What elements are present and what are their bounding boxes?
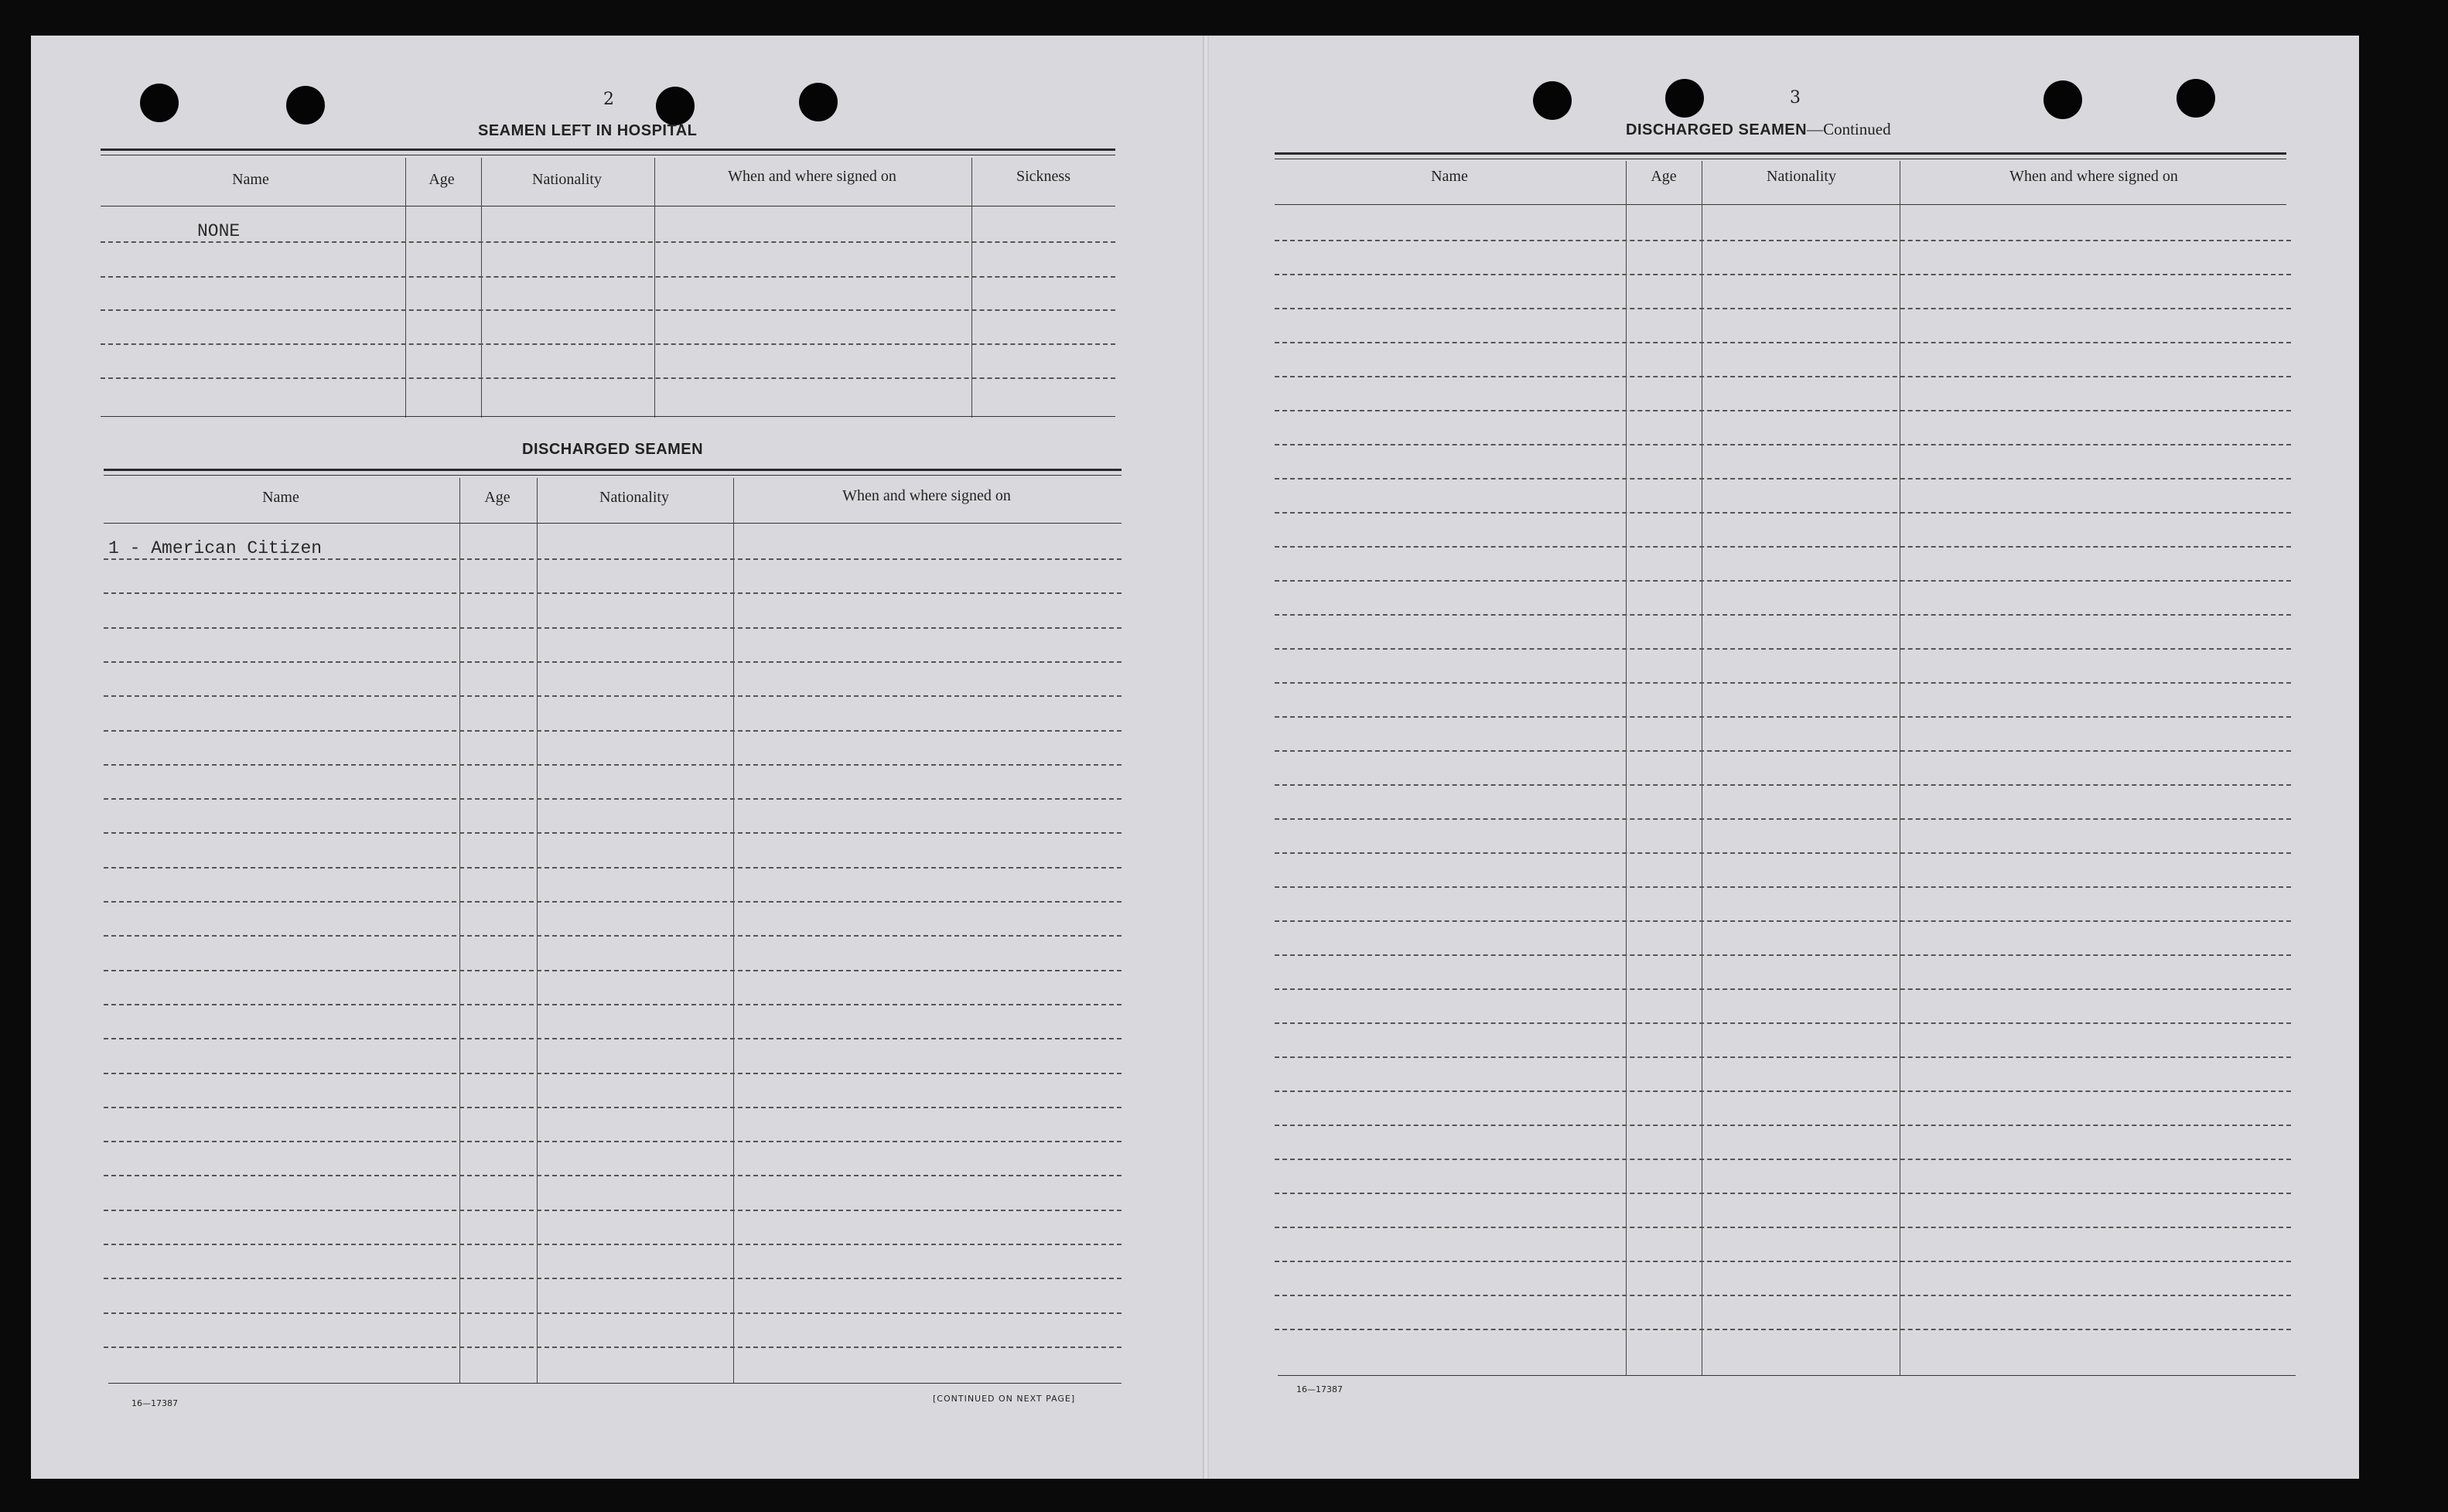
row-line xyxy=(101,377,1115,379)
column-header-nationality: Nationality xyxy=(599,489,669,506)
row-line xyxy=(1275,1329,2291,1330)
row-line xyxy=(1275,274,2291,275)
right-page xyxy=(1207,36,2359,1479)
table-top-rule xyxy=(101,148,1115,151)
row-line xyxy=(104,1244,1122,1245)
row-line xyxy=(1275,512,2291,514)
row-line xyxy=(1275,410,2291,411)
punch-hole xyxy=(2177,79,2215,118)
row-line xyxy=(1275,614,2291,616)
table-top-rule xyxy=(104,469,1122,471)
row-line xyxy=(1275,920,2291,922)
row-line xyxy=(104,1073,1122,1074)
row-line xyxy=(1275,682,2291,684)
row-line xyxy=(104,970,1122,971)
page-title-main: DISCHARGED SEAMEN xyxy=(1626,121,1808,138)
row-line xyxy=(1275,1295,2291,1296)
row-line xyxy=(1275,716,2291,718)
header-divider xyxy=(1275,204,2286,205)
column-header-signed-on: When and where signed on xyxy=(728,168,896,185)
punch-hole xyxy=(2043,80,2082,119)
row-line xyxy=(104,1175,1122,1176)
row-line xyxy=(1275,886,2291,888)
row-line xyxy=(101,343,1115,345)
row-line xyxy=(104,1141,1122,1142)
row-line xyxy=(1275,1227,2291,1228)
form-number: 16—17387 xyxy=(131,1398,178,1408)
row-line xyxy=(1275,1159,2291,1160)
row-line xyxy=(104,1038,1122,1039)
row-line xyxy=(1275,852,2291,854)
row-line xyxy=(1275,376,2291,377)
continued-note: [CONTINUED ON NEXT PAGE] xyxy=(933,1394,1076,1404)
punch-hole xyxy=(1533,81,1572,120)
column-header-nationality: Nationality xyxy=(1767,168,1836,185)
column-header-name: Name xyxy=(232,171,269,188)
column-header-signed-on: When and where signed on xyxy=(2009,168,2178,185)
column-header-sickness: Sickness xyxy=(1016,168,1070,185)
row-line xyxy=(1275,580,2291,582)
row-line xyxy=(104,1346,1122,1348)
row-line xyxy=(1275,784,2291,786)
table-top-rule xyxy=(1275,152,2286,155)
row-line xyxy=(101,276,1115,278)
row-line xyxy=(1275,308,2291,309)
row-line xyxy=(104,1278,1122,1279)
row-line xyxy=(104,764,1122,766)
page-number: 3 xyxy=(1790,88,1801,108)
header-divider xyxy=(104,523,1122,524)
table-bottom-rule xyxy=(108,1383,1122,1384)
discharged-entry: 1 - American Citizen xyxy=(108,538,323,558)
column-header-name: Name xyxy=(262,489,299,506)
column-header-signed-on: When and where signed on xyxy=(842,487,1011,504)
row-line xyxy=(104,695,1122,697)
discharged-section-title: DISCHARGED SEAMEN xyxy=(522,441,704,458)
punch-hole xyxy=(799,83,838,121)
row-line xyxy=(1275,750,2291,752)
row-line xyxy=(1275,648,2291,650)
page-title xyxy=(1626,120,1891,139)
row-line xyxy=(104,1210,1122,1211)
row-line xyxy=(104,1004,1122,1005)
column-header-nationality: Nationality xyxy=(532,171,602,188)
row-line xyxy=(1275,342,2291,343)
row-line xyxy=(1275,954,2291,956)
row-line xyxy=(1275,546,2291,548)
row-line xyxy=(1275,1261,2291,1262)
row-line xyxy=(104,1312,1122,1314)
row-line xyxy=(1275,988,2291,990)
row-line xyxy=(1275,1193,2291,1194)
column-divider xyxy=(733,478,734,1383)
row-line xyxy=(104,867,1122,869)
table-bottom-rule xyxy=(101,416,1115,417)
page-number: 2 xyxy=(603,90,614,109)
column-header-age: Age xyxy=(484,489,510,506)
hospital-section-title: SEAMEN LEFT IN HOSPITAL xyxy=(478,122,698,139)
page-title-continued: —Continued xyxy=(1807,120,1891,138)
row-line xyxy=(104,592,1122,594)
column-header-age: Age xyxy=(428,171,455,188)
table-bottom-rule xyxy=(1278,1375,2296,1376)
table-top-rule xyxy=(104,475,1122,476)
row-line xyxy=(104,558,1122,560)
page-spine xyxy=(1203,36,1209,1479)
row-line xyxy=(104,832,1122,834)
row-line xyxy=(104,935,1122,937)
column-divider xyxy=(537,478,538,1383)
punch-hole xyxy=(656,87,695,125)
row-line xyxy=(1275,444,2291,445)
row-line xyxy=(104,798,1122,800)
row-line xyxy=(1275,818,2291,820)
row-line xyxy=(1275,1056,2291,1058)
punch-hole xyxy=(140,84,179,122)
row-line xyxy=(104,901,1122,903)
row-line xyxy=(1275,240,2291,241)
column-header-name: Name xyxy=(1431,168,1468,185)
column-header-age: Age xyxy=(1651,168,1677,185)
row-line xyxy=(1275,1022,2291,1024)
left-page xyxy=(31,36,1207,1479)
row-line xyxy=(104,661,1122,663)
row-line xyxy=(104,730,1122,732)
row-line xyxy=(101,241,1115,243)
hospital-entry: NONE xyxy=(197,221,241,241)
row-line xyxy=(104,627,1122,629)
column-divider xyxy=(459,478,460,1383)
row-line xyxy=(1275,1125,2291,1126)
row-line xyxy=(101,309,1115,311)
punch-hole xyxy=(286,86,325,125)
form-number: 16—17387 xyxy=(1296,1384,1343,1394)
row-line xyxy=(1275,478,2291,480)
row-line xyxy=(1275,1090,2291,1092)
row-line xyxy=(104,1107,1122,1108)
punch-hole xyxy=(1665,79,1704,118)
